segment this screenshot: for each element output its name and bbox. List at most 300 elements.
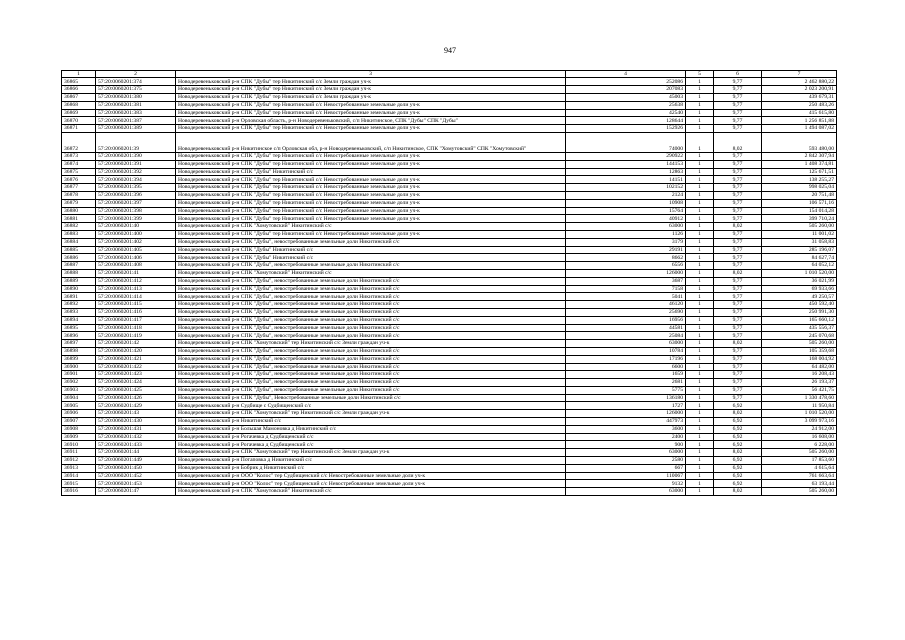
- value-cell: 16 608,00: [762, 433, 837, 441]
- row-number-cell: 36878: [62, 191, 96, 199]
- rate-cell: 8,02: [714, 340, 762, 348]
- count-cell: 1: [686, 230, 714, 238]
- row-number-cell: 36873: [62, 152, 96, 160]
- count-cell: 1: [686, 425, 714, 433]
- area-cell: 5041: [566, 293, 686, 301]
- row-number-cell: 36897: [62, 340, 96, 348]
- row-number-cell: 36894: [62, 316, 96, 324]
- value-cell: 154 014,28: [762, 207, 837, 215]
- table-row: [62, 371, 837, 379]
- value-cell: 761 663,64: [762, 472, 837, 480]
- area-cell: 14151: [566, 176, 686, 184]
- cadastral-number-cell: 57:20:0060201:383: [96, 109, 176, 117]
- address-cell: Новодеревеньковский р-н ООО "Колос" тер Судбищенский с/с Невостребованные земельные доли уч-к: [176, 480, 566, 488]
- area-cell: 63000: [566, 449, 686, 457]
- row-number-cell: 36881: [62, 215, 96, 223]
- count-cell: 1: [686, 277, 714, 285]
- cadastral-number-cell: 57:20:0060201:452: [96, 472, 176, 480]
- rate-cell: 9,77: [714, 230, 762, 238]
- cadastral-number-cell: 57:20:0060201:390: [96, 152, 176, 160]
- area-cell: 25638: [566, 101, 686, 109]
- table-row: [62, 117, 837, 125]
- table-row: [62, 301, 837, 309]
- count-cell: 1: [686, 379, 714, 387]
- value-cell: 49 250,57: [762, 293, 837, 301]
- row-number-cell: 36887: [62, 262, 96, 270]
- address-cell: Новодеревеньковский р-н СПК "Дубы" тер Никитинский с/с Невостребованные земельные доли уч-к: [176, 152, 566, 160]
- cadastral-number-cell: 57:20:0060201:432: [96, 433, 176, 441]
- count-cell: 1: [686, 215, 714, 223]
- area-cell: 110067: [566, 472, 686, 480]
- value-cell: 6 228,00: [762, 441, 837, 449]
- value-cell: 245 070,68: [762, 332, 837, 340]
- address-cell: Новодеревеньковский р-н СПК "Дубы" тер Никитинский с/с Невостребованные земельные доли уч-к: [176, 160, 566, 168]
- count-cell: 1: [686, 176, 714, 184]
- table-row: [62, 316, 837, 324]
- cadastral-number-cell: 57:20:0060201:414: [96, 293, 176, 301]
- address-cell: Новодеревеньковский р-н СПК "Дубы", невостребованные земельные доли Никитинский с/с: [176, 347, 566, 355]
- cadastral-number-cell: 57:20:0060201:449: [96, 457, 176, 465]
- table-row: [62, 207, 837, 215]
- count-cell: 1: [686, 472, 714, 480]
- count-cell: 1: [686, 223, 714, 231]
- row-number-cell: 36880: [62, 207, 96, 215]
- row-number-cell: 36872: [62, 132, 96, 152]
- table-row: [62, 238, 837, 246]
- address-cell: Новодеревеньковский р-н СПК "Дубы", невостребованные земельные доли Никитинский с/с: [176, 308, 566, 316]
- address-cell: Новодеревеньковский р-н СПК "Дубы", невостребованные земельные доли Никитинский с/с: [176, 386, 566, 394]
- area-cell: 152926: [566, 125, 686, 133]
- row-number-cell: 36903: [62, 386, 96, 394]
- area-cell: 63000: [566, 340, 686, 348]
- row-number-cell: 36914: [62, 472, 96, 480]
- area-cell: 25690: [566, 308, 686, 316]
- cadastral-number-cell: 57:20:0060201:398: [96, 207, 176, 215]
- cadastral-number-cell: 57:20:0060201:41: [96, 269, 176, 277]
- row-number-cell: 36904: [62, 394, 96, 402]
- area-cell: 900: [566, 441, 686, 449]
- rate-cell: 9,77: [714, 246, 762, 254]
- count-cell: 1: [686, 355, 714, 363]
- cadastral-number-cell: 57:20:0060201:412: [96, 277, 176, 285]
- address-cell: Новодеревеньковский р-н Судбище с Судбищенский с/с: [176, 402, 566, 410]
- table-header-row: [62, 71, 837, 78]
- rate-cell: 9,77: [714, 101, 762, 109]
- rate-cell: 6,92: [714, 472, 762, 480]
- value-cell: 165 660,12: [762, 316, 837, 324]
- rate-cell: 9,77: [714, 184, 762, 192]
- table-row: [62, 324, 837, 332]
- value-cell: 2 842 307,94: [762, 152, 837, 160]
- area-cell: 6600: [566, 363, 686, 371]
- count-cell: 1: [686, 464, 714, 472]
- area-cell: 46120: [566, 301, 686, 309]
- address-cell: Новодеревеньковский р-н СПК "Дубы", невостребованные земельные доли Никитинский с/с: [176, 293, 566, 301]
- address-cell: Новодеревеньковский р-н СПК "Хомутовский" Никитинский с/с: [176, 488, 566, 496]
- cadastral-number-cell: 57:20:0060201:44: [96, 449, 176, 457]
- value-cell: 505 260,00: [762, 488, 837, 496]
- area-cell: 3600: [566, 425, 686, 433]
- cadastral-number-cell: 57:20:0060201:397: [96, 199, 176, 207]
- cadastral-number-cell: 57:20:0060201:380: [96, 94, 176, 102]
- value-cell: 64 052,12: [762, 262, 837, 270]
- value-cell: 1 494 087,02: [762, 125, 837, 133]
- address-cell: Новодеревеньковский р-н СПК "Дубы" Никитинский с/с: [176, 246, 566, 254]
- rate-cell: 9,77: [714, 191, 762, 199]
- count-cell: 1: [686, 308, 714, 316]
- row-number-cell: 36902: [62, 379, 96, 387]
- table-row: [62, 457, 837, 465]
- rate-cell: 6,92: [714, 441, 762, 449]
- cadastral-number-cell: 57:20:0060201:415: [96, 301, 176, 309]
- area-cell: 29191: [566, 246, 686, 254]
- cadastral-number-cell: 57:20:0060201:399: [96, 215, 176, 223]
- row-number-cell: 36888: [62, 269, 96, 277]
- count-cell: 1: [686, 191, 714, 199]
- value-cell: 1 408 374,81: [762, 160, 837, 168]
- table-row: [62, 363, 837, 371]
- rate-cell: 9,77: [714, 199, 762, 207]
- area-cell: 1727: [566, 402, 686, 410]
- area-cell: 1659: [566, 371, 686, 379]
- count-cell: 1: [686, 94, 714, 102]
- address-cell: Новодеревеньковский р-н Потаповка д Никитинский с/с: [176, 457, 566, 465]
- count-cell: 1: [686, 125, 714, 133]
- column-header: 2: [96, 71, 176, 78]
- column-header: 1: [62, 71, 96, 78]
- count-cell: 1: [686, 441, 714, 449]
- count-cell: 1: [686, 132, 714, 152]
- column-header: 3: [176, 71, 566, 78]
- row-number-cell: 36899: [62, 355, 96, 363]
- cadastral-number-cell: 57:20:0060201:419: [96, 332, 176, 340]
- table-row: [62, 332, 837, 340]
- area-cell: 3179: [566, 238, 686, 246]
- cadastral-number-cell: 57:20:0060201:430: [96, 418, 176, 426]
- row-number-cell: 36911: [62, 449, 96, 457]
- rate-cell: 9,77: [714, 168, 762, 176]
- table-row: [62, 101, 837, 109]
- count-cell: 1: [686, 160, 714, 168]
- rate-cell: 6,92: [714, 425, 762, 433]
- count-cell: 1: [686, 168, 714, 176]
- rate-cell: 9,77: [714, 332, 762, 340]
- cadastral-number-cell: 57:20:0060201:395: [96, 184, 176, 192]
- table-row: [62, 132, 837, 152]
- area-cell: 10784: [566, 347, 686, 355]
- table-row: [62, 472, 837, 480]
- rate-cell: 9,77: [714, 363, 762, 371]
- rate-cell: 6,92: [714, 480, 762, 488]
- row-number-cell: 36867: [62, 94, 96, 102]
- address-cell: Новодеревеньковский р-н СПК "Хомутовский" Никитинский с/с: [176, 223, 566, 231]
- count-cell: 1: [686, 332, 714, 340]
- count-cell: 1: [686, 418, 714, 426]
- address-cell: Новодеревеньковский р-н СПК "Дубы", невостребованные земельные доли Никитинский с/с: [176, 379, 566, 387]
- address-cell: Новодеревеньковский р-н Бобрик д Никитинский с/с: [176, 464, 566, 472]
- cadastral-number-cell: 57:20:0060201:421: [96, 355, 176, 363]
- area-cell: 15764: [566, 207, 686, 215]
- area-cell: 44581: [566, 324, 686, 332]
- rate-cell: 9,77: [714, 277, 762, 285]
- table-row: [62, 191, 837, 199]
- row-number-cell: 36876: [62, 176, 96, 184]
- address-cell: Новодеревеньковский р-н СПК "Дубы" Никитинский с/с: [176, 168, 566, 176]
- rate-cell: 9,77: [714, 355, 762, 363]
- value-cell: 138 255,27: [762, 176, 837, 184]
- count-cell: 1: [686, 340, 714, 348]
- row-number-cell: 36870: [62, 117, 96, 125]
- rate-cell: 9,77: [714, 176, 762, 184]
- address-cell: Новодеревеньковский р-н СПК "Дубы", невостребованные земельные доли Никитинский с/с: [176, 285, 566, 293]
- count-cell: 1: [686, 101, 714, 109]
- table-row: [62, 94, 837, 102]
- address-cell: Новодеревеньковский р-н СПК "Хомутовский" тер Никитинский с/с Земли граждан уч-к: [176, 449, 566, 457]
- cadastral-number-cell: 57:20:0060201:417: [96, 316, 176, 324]
- count-cell: 1: [686, 410, 714, 418]
- row-number-cell: 36891: [62, 293, 96, 301]
- cadastral-number-cell: 57:20:0060201:392: [96, 168, 176, 176]
- cadastral-number-cell: 57:20:0060201:40: [96, 223, 176, 231]
- value-cell: 415 615,80: [762, 109, 837, 117]
- value-cell: 1 010 520,00: [762, 269, 837, 277]
- count-cell: 1: [686, 86, 714, 94]
- count-cell: 1: [686, 316, 714, 324]
- page-number: 947: [444, 46, 456, 55]
- address-cell: Новодеревеньковский р-н СПК "Дубы" тер Никитинский с/с Невостребованные земельные доли уч-к: [176, 109, 566, 117]
- rate-cell: 8,02: [714, 223, 762, 231]
- count-cell: 1: [686, 301, 714, 309]
- rate-cell: 9,77: [714, 394, 762, 402]
- area-cell: 17196: [566, 355, 686, 363]
- cadastral-number-cell: 57:20:0060201:43: [96, 410, 176, 418]
- area-cell: 63000: [566, 223, 686, 231]
- rate-cell: 9,77: [714, 94, 762, 102]
- row-number-cell: 36884: [62, 238, 96, 246]
- table-row: [62, 262, 837, 270]
- value-cell: 105 359,68: [762, 347, 837, 355]
- count-cell: 1: [686, 363, 714, 371]
- cadastral-number-cell: 57:20:0060201:433: [96, 441, 176, 449]
- row-number-cell: 36909: [62, 433, 96, 441]
- count-cell: 1: [686, 457, 714, 465]
- cadastral-table: [61, 70, 837, 496]
- row-number-cell: 36865: [62, 78, 96, 86]
- table-row: [62, 449, 837, 457]
- address-cell: Новодеревеньковский р-н СПК "Дубы" тер Никитинский с/с Невостребованные земельные доли уч-к: [176, 215, 566, 223]
- address-cell: Новодеревеньковский р-н СПК "Дубы" тер Никитинский с/с Земли граждан уч-к: [176, 94, 566, 102]
- column-header: 6: [714, 71, 762, 78]
- count-cell: 1: [686, 394, 714, 402]
- table-row: [62, 418, 837, 426]
- rate-cell: 9,77: [714, 293, 762, 301]
- cadastral-number-cell: 57:20:0060201:426: [96, 394, 176, 402]
- count-cell: 1: [686, 293, 714, 301]
- area-cell: 290922: [566, 152, 686, 160]
- row-number-cell: 36871: [62, 125, 96, 133]
- area-cell: 447973: [566, 418, 686, 426]
- value-cell: 250 991,30: [762, 308, 837, 316]
- rate-cell: 9,77: [714, 238, 762, 246]
- address-cell: Новодеревеньковский р-н СПК "Дубы", невостребованные земельные доли Никитинский с/с: [176, 332, 566, 340]
- rate-cell: 9,77: [714, 78, 762, 86]
- table-row: [62, 355, 837, 363]
- cadastral-number-cell: 57:20:0060201:405: [96, 246, 176, 254]
- address-cell: Новодеревеньковский р-н СПК "Дубы" Никитинский с/с: [176, 254, 566, 262]
- table-row: [62, 223, 837, 231]
- row-number-cell: 36907: [62, 418, 96, 426]
- rate-cell: 9,77: [714, 207, 762, 215]
- table-row: [62, 269, 837, 277]
- row-number-cell: 36915: [62, 480, 96, 488]
- area-cell: 2580: [566, 457, 686, 465]
- rate-cell: 8,02: [714, 449, 762, 457]
- table-row: [62, 464, 837, 472]
- rate-cell: 6,92: [714, 464, 762, 472]
- cadastral-number-cell: 57:20:0060201:394: [96, 176, 176, 184]
- table-row: [62, 347, 837, 355]
- row-number-cell: 36892: [62, 301, 96, 309]
- table-row: [62, 410, 837, 418]
- count-cell: 1: [686, 449, 714, 457]
- rate-cell: 9,77: [714, 379, 762, 387]
- rate-cell: 9,77: [714, 152, 762, 160]
- rate-cell: 9,77: [714, 86, 762, 94]
- area-cell: 16956: [566, 316, 686, 324]
- cadastral-number-cell: 57:20:0060201:387: [96, 117, 176, 125]
- rate-cell: 6,92: [714, 402, 762, 410]
- value-cell: 69 933,66: [762, 285, 837, 293]
- table-row: [62, 78, 837, 86]
- address-cell: Новодеревеньковский р-н СПК "Дубы", невостребованные земельные доли Никитинский с/с: [176, 301, 566, 309]
- count-cell: 1: [686, 262, 714, 270]
- address-cell: Новодеревеньковский р-н СПК "Дубы" тер Никитинский с/с Земли граждан уч-к: [176, 78, 566, 86]
- rate-cell: 9,77: [714, 285, 762, 293]
- value-cell: 20 751,48: [762, 191, 837, 199]
- table-row: [62, 488, 837, 496]
- cadastral-number-cell: 57:20:0060201:375: [96, 86, 176, 94]
- row-number-cell: 36886: [62, 254, 96, 262]
- row-number-cell: 36882: [62, 223, 96, 231]
- rate-cell: 8,02: [714, 132, 762, 152]
- area-cell: 2124: [566, 191, 686, 199]
- value-cell: 31 058,83: [762, 238, 837, 246]
- count-cell: 1: [686, 152, 714, 160]
- address-cell: Новодеревеньковский р-н СПК "Дубы" тер Никитинский с/с Земли граждан уч-к: [176, 86, 566, 94]
- rate-cell: 9,77: [714, 316, 762, 324]
- area-cell: 2400: [566, 433, 686, 441]
- rate-cell: 9,77: [714, 254, 762, 262]
- address-cell: Новодеревеньковский р-н СПК "Дубы", невостребованные земельные доли Никитинский с/с: [176, 262, 566, 270]
- cadastral-number-cell: 57:20:0060201:425: [96, 386, 176, 394]
- area-cell: 2681: [566, 379, 686, 387]
- value-cell: 11 001,02: [762, 230, 837, 238]
- address-cell: Новодеревеньковский р-н СПК "Дубы", Невостребованные земельные доли Никитинский с/с: [176, 394, 566, 402]
- area-cell: 126000: [566, 410, 686, 418]
- value-cell: 998 025,04: [762, 184, 837, 192]
- area-cell: 12863: [566, 168, 686, 176]
- value-cell: 24 912,00: [762, 425, 837, 433]
- count-cell: 1: [686, 109, 714, 117]
- cadastral-number-cell: 57:20:0060201:402: [96, 238, 176, 246]
- table-row: [62, 480, 837, 488]
- count-cell: 1: [686, 184, 714, 192]
- cadastral-number-cell: 57:20:0060201:374: [96, 78, 176, 86]
- address-cell: Новодеревеньковский р-н СПК "Хомутовский" тер Никитинский с/с Земли граждан уч-к: [176, 340, 566, 348]
- table-row: [62, 152, 837, 160]
- rate-cell: 8,02: [714, 269, 762, 277]
- value-cell: 450 592,40: [762, 301, 837, 309]
- rate-cell: 9,77: [714, 160, 762, 168]
- value-cell: 84 627,74: [762, 254, 837, 262]
- row-number-cell: 36889: [62, 277, 96, 285]
- table-row: [62, 394, 837, 402]
- row-number-cell: 36875: [62, 168, 96, 176]
- row-number-cell: 36883: [62, 230, 96, 238]
- table-row: [62, 340, 837, 348]
- area-cell: 7158: [566, 285, 686, 293]
- row-number-cell: 36868: [62, 101, 96, 109]
- row-number-cell: 36866: [62, 86, 96, 94]
- value-cell: 4 615,64: [762, 464, 837, 472]
- area-cell: 40912: [566, 215, 686, 223]
- value-cell: 505 260,00: [762, 340, 837, 348]
- rate-cell: 8,02: [714, 488, 762, 496]
- area-cell: 8662: [566, 254, 686, 262]
- rate-cell: 9,77: [714, 117, 762, 125]
- rate-cell: 9,77: [714, 262, 762, 270]
- table-row: [62, 109, 837, 117]
- table-row: [62, 379, 837, 387]
- row-number-cell: 36893: [62, 308, 96, 316]
- table-row: [62, 285, 837, 293]
- count-cell: 1: [686, 433, 714, 441]
- cadastral-number-cell: 57:20:0060201:400: [96, 230, 176, 238]
- cadastral-number-cell: 57:20:0060201:39: [96, 132, 176, 152]
- value-cell: 435 556,37: [762, 324, 837, 332]
- row-number-cell: 36869: [62, 109, 96, 117]
- address-cell: Новодеревеньковский р-н СПК "Дубы", невостребованные земельные доли Никитинский с/с: [176, 277, 566, 285]
- value-cell: 2 462 880,22: [762, 78, 837, 86]
- table-row: [62, 308, 837, 316]
- column-header: 7: [762, 71, 837, 78]
- table-row: [62, 160, 837, 168]
- address-cell: Новодеревеньковский р-н СПК "Дубы", невостребованные земельные доли Никитинский с/с: [176, 316, 566, 324]
- row-number-cell: 36906: [62, 410, 96, 418]
- cadastral-number-cell: 57:20:0060201:429: [96, 402, 176, 410]
- count-cell: 1: [686, 78, 714, 86]
- area-cell: 667: [566, 464, 686, 472]
- address-cell: Новодеревеньковский р-н Рогачевка д Судбищенский с/с: [176, 441, 566, 449]
- count-cell: 1: [686, 117, 714, 125]
- cadastral-number-cell: 57:20:0060201:408: [96, 262, 176, 270]
- area-cell: 1126: [566, 230, 686, 238]
- area-cell: 126000: [566, 269, 686, 277]
- table-row: [62, 184, 837, 192]
- value-cell: 2 023 200,91: [762, 86, 837, 94]
- count-cell: 1: [686, 386, 714, 394]
- count-cell: 1: [686, 238, 714, 246]
- area-cell: 136180: [566, 394, 686, 402]
- area-cell: 74000: [566, 132, 686, 152]
- address-cell: Новодеревеньковский р-н Рогачевка д Судбищенский с/с: [176, 433, 566, 441]
- area-cell: 5775: [566, 386, 686, 394]
- area-cell: 9132: [566, 480, 686, 488]
- value-cell: 168 004,92: [762, 355, 837, 363]
- rate-cell: 9,77: [714, 125, 762, 133]
- rate-cell: 6,92: [714, 418, 762, 426]
- row-number-cell: 36912: [62, 457, 96, 465]
